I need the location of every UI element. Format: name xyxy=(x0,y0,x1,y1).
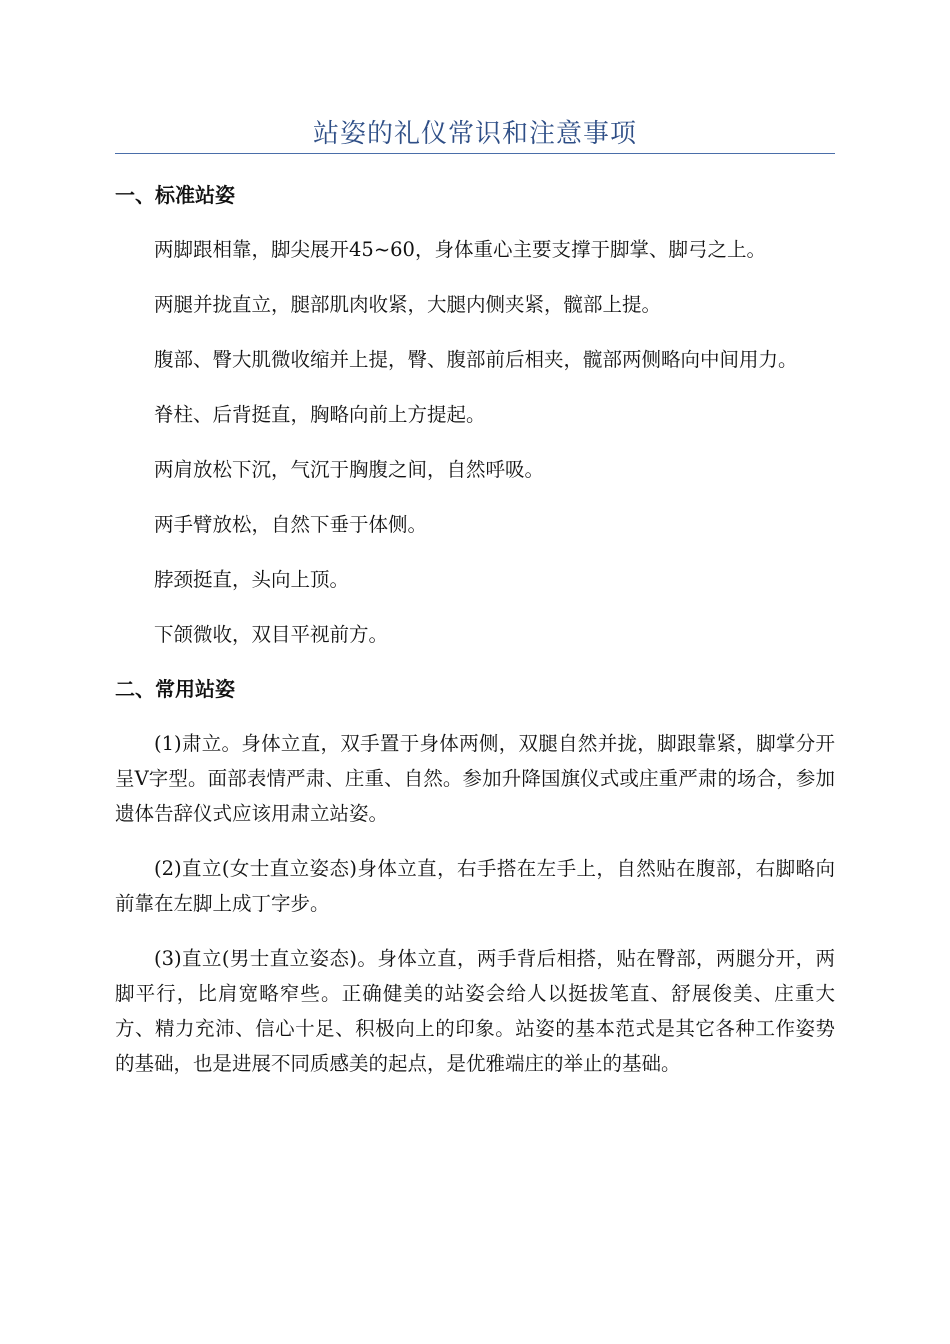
paragraph: (1)肃立。身体立直，双手置于身体两侧，双腿自然并拢，脚跟靠紧，脚掌分开呈V字型。面部表情严肃、庄重、自然。参加升降国旗仪式或庄重严肃的场合，参加遗体告辞仪式应该用肃立站姿。 xyxy=(115,732,835,825)
section-common-postures xyxy=(115,672,835,1081)
paragraph: 两肩放松下沉，气沉于胸腹之间，自然呼吸。 xyxy=(154,458,545,481)
paragraph: 下颌微收，双目平视前方。 xyxy=(154,623,389,646)
section-heading: 一、标准站姿 xyxy=(115,183,235,207)
title-underline xyxy=(115,153,835,154)
document-body xyxy=(115,178,835,1101)
paragraph: 脖颈挺直，头向上顶。 xyxy=(154,568,350,591)
paragraph: (2)直立(女士直立姿态)身体立直，右手搭在左手上，自然贴在腹部，右脚略向前靠在左脚上成丁字步。 xyxy=(115,857,835,915)
paragraph: (3)直立(男士直立姿态)。身体立直，两手背后相搭，贴在臀部，两腿分开，两脚平行，比肩宽略窄些。正确健美的站姿会给人以挺拔笔直、舒展俊美、庄重大方、精力充沛、信心十足、积极向上的印象。站姿的基本范式是其它各种工作姿势的基础，也是进展不同质感美的起点，是优雅端庄的举止的基础。 xyxy=(115,947,835,1075)
document-title: 站姿的礼仪常识和注意事项 xyxy=(312,119,637,149)
paragraph: 两脚跟相靠，脚尖展开45~60，身体重心主要支撑于脚掌、脚弓之上。 xyxy=(154,238,766,261)
paragraph: 脊柱、后背挺直，胸略向前上方提起。 xyxy=(154,403,486,426)
paragraph: 两手臂放松，自然下垂于体侧。 xyxy=(154,513,428,536)
paragraph: 腹部、臀大肌微收缩并上提，臀、腹部前后相夹，髋部两侧略向中间用力。 xyxy=(154,348,798,371)
section-standard-posture xyxy=(115,178,835,652)
section-heading: 二、常用站姿 xyxy=(115,677,235,701)
paragraph: 两腿并拢直立，腿部肌肉收紧，大腿内侧夹紧，髋部上提。 xyxy=(154,293,662,316)
